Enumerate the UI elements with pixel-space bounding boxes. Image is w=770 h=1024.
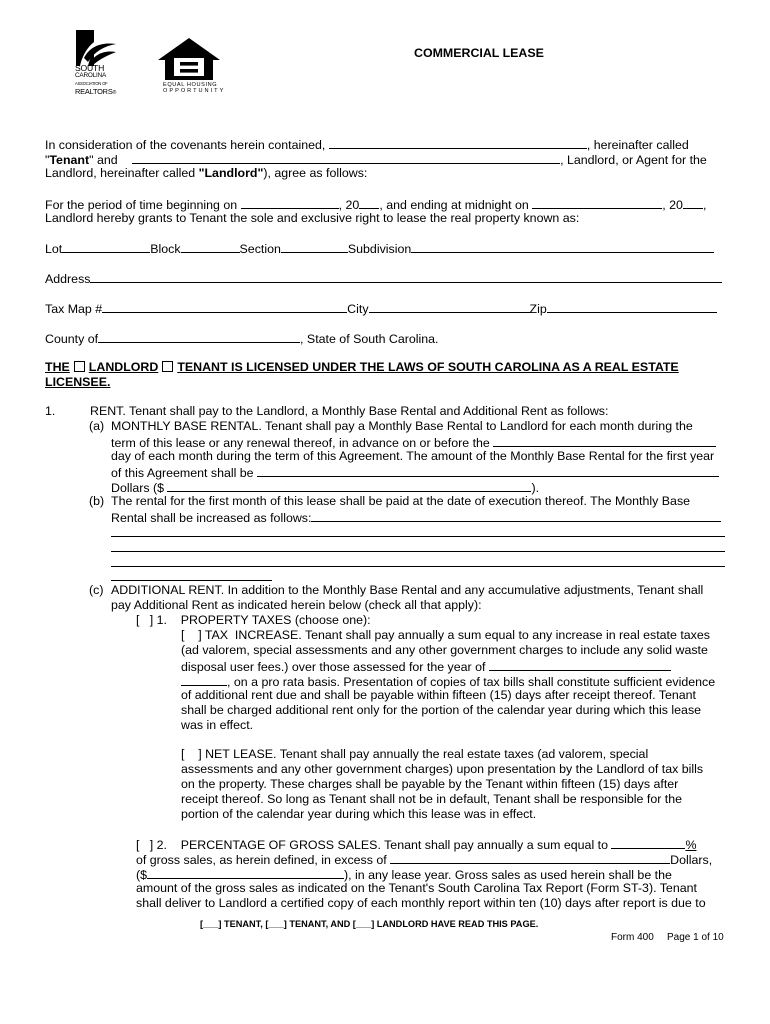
lot-label: Lot [45,242,63,256]
rent-number: 1. [45,404,56,418]
intro-text: , hereinafter called [586,138,689,152]
registered-mark: ® [112,90,117,96]
tax-line: shall be charged additional rent only for the portion of the calendar year during which this lease [181,703,702,717]
licensee-line-1 [45,360,679,375]
taxmap-blank[interactable] [102,300,347,313]
rent-b-line: The rental for the first month of this lease shall be paid at the date of execution thereof. The Monthly Base [111,494,691,508]
pct-sales-option[interactable]: [ ] 2. PERCENTAGE OF GROSS SALES. Tenant shall pay annually a sum equal to [136,838,608,852]
equal-housing-logo [157,38,226,98]
rent-a-line: MONTHLY BASE RENTAL. Tenant shall pay a Monthly Base Rental to Landlord for each month during the [111,419,693,433]
lot-line [45,240,714,257]
period-text: , 20 [338,198,360,212]
end-year-blank[interactable] [683,196,703,209]
first-year-amount-blank[interactable] [257,464,719,477]
item-c-mark: (c) [89,583,104,597]
tenant-quote-open: " [45,153,50,167]
net-line: assessments and any other government charges) upon presentation by the Landlord of tax bills [181,762,704,776]
base-year-cont-blank[interactable] [181,673,227,686]
rent-a-text: ). [531,481,540,495]
item-a-mark: (a) [89,419,105,433]
property-taxes-option[interactable]: [ ] 1. PROPERTY TAXES (choose one): [136,613,371,627]
ehoh-line: EQUAL HOUSING [163,82,218,88]
gross-excess-dollars-blank[interactable] [147,866,344,879]
tenant-quote-close: " and [89,153,118,167]
section-blank[interactable] [281,240,348,253]
realtors-logo [70,28,118,98]
increase-blank-line[interactable] [111,536,725,537]
tenant-licensee-checkbox[interactable] [162,361,173,372]
net-line: receipt thereof. So long as Tenant shall not be in default, Tenant shall be responsible for the [181,792,683,806]
gross-excess-blank[interactable] [390,851,670,864]
page-title: COMMERCIAL LEASE [414,46,544,60]
tax-text: disposal user fees.) over those assessed for the year of [181,660,486,674]
realtors-line: CAROLINA [75,72,107,79]
rent-a-text: of this Agreement shall be [111,466,254,480]
pct-text: Dollars, [670,853,713,867]
tax-text: , on a pro rata basis. Presentation of copies of tax bills shall constitute sufficient evidence [227,675,716,689]
first-year-dollars-blank[interactable] [167,479,531,492]
form-number: Form 400 [611,932,654,943]
county-label: County of [45,332,99,346]
realtors-line: SOUTH [75,63,105,73]
lot-blank[interactable] [62,240,150,253]
equal-housing-icon [157,38,221,82]
tax-line: of additional rent due and shall be payable within fifteen (15) days after receipt thereof. Tenant [181,688,697,702]
end-date-blank[interactable] [532,196,662,209]
landlord-name-blank[interactable] [132,151,560,164]
licensee-line-2: LICENSEE. [45,375,111,389]
period-text: , 20 [662,198,683,212]
rent-a-text: term of this lease or any renewal thereof, in advance on or before the [111,436,490,450]
address-line [45,270,722,287]
pct-text: % [685,838,697,852]
landlord-word: "Landlord" [198,166,264,180]
pct-text: of gross sales, as herein defined, in excess of [136,853,387,867]
city-blank[interactable] [369,300,530,313]
net-line: on the property. These charges shall be payable by the Tenant within fifteen (15) days after [181,777,679,791]
rent-a-line: day of each month during the term of this Agreement. The amount of the Monthly Base Rental for the first year [111,449,715,463]
pct-line: shall deliver to Landlord a certified copy of each monthly report within ten (10) days after report is due to [136,896,706,910]
page-number: Page 1 of 10 [667,932,724,943]
realtors-line: ASSOCIATION OF [75,81,108,86]
zip-blank[interactable] [547,300,717,313]
rent-c-line: pay Additional Rent as indicated herein below (check all that apply): [111,598,482,612]
percent-blank[interactable] [611,836,685,849]
tax-line: was in effect. [181,718,254,732]
period-line-2: Landlord hereby grants to Tenant the sole and exclusive right to lease the real property known as: [45,211,580,225]
begin-year-blank[interactable] [359,196,379,209]
realtors-word: REALTORS [75,87,113,96]
realtors-line [75,88,116,97]
pct-text: ), in any lease year. Gross sales as used herein shall be the [344,868,672,882]
pct-line: amount of the gross sales as indicated on the Tenant's South Carolina Tax Report (Form ST-3). Tenant [136,881,697,895]
begin-date-blank[interactable] [241,196,339,209]
rent-c-line: ADDITIONAL RENT. In addition to the Monthly Base Rental and any accumulative adjustments, Tenant shall [111,583,704,597]
rent-heading: RENT. Tenant shall pay to the Landlord, a Monthly Base Rental and Additional Rent as follows: [90,404,609,418]
rent-b-line [111,509,721,526]
intro-line-3 [45,166,367,181]
period-text: , [702,198,707,212]
intro-text: , Landlord, or Agent for the [560,153,707,167]
address-blank[interactable] [90,270,722,283]
ehoh-line: OPPORTUNITY [163,88,226,94]
due-day-blank[interactable] [493,434,716,447]
licensee-text: THE [45,360,70,374]
increase-blank-line[interactable] [111,580,272,581]
increase-blank-line[interactable] [111,566,725,567]
rent-a-text: Dollars ($ [111,481,165,495]
tax-increase-option[interactable]: [ ] TAX INCREASE. Tenant shall pay annually a sum equal to any increase in real estate taxes [181,628,710,642]
tax-line: (ad valorem, special assessments and any other government charges to include any solid waste [181,643,708,657]
subdivision-label: Subdivision [347,242,412,256]
block-blank[interactable] [181,240,240,253]
subdivision-blank[interactable] [411,240,714,253]
initials-line[interactable]: [___] TENANT, [___] TENANT, AND [___] LANDLORD HAVE READ THIS PAGE. [200,919,539,929]
intro-text: Landlord, hereinafter called [45,166,199,180]
net-line: portion of the calendar year during which this lease was in effect. [181,807,537,821]
intro-text: ), agree as follows: [263,166,368,180]
county-line [45,330,439,347]
tenant-name-blank[interactable] [329,136,587,149]
intro-text: In consideration of the covenants herein contained, [45,138,326,152]
tenant-word: Tenant [49,153,90,167]
zip-label: Zip [529,302,547,316]
landlord-licensee-checkbox[interactable] [74,361,85,372]
address-label: Address [45,272,91,286]
net-lease-option[interactable]: [ ] NET LEASE. Tenant shall pay annually the real estate taxes (ad valorem, special [181,747,649,761]
taxmap-line [45,300,717,317]
period-text: , and ending at midnight on [379,198,529,212]
item-b-mark: (b) [89,494,105,508]
base-year-blank[interactable] [489,658,671,671]
pct-text: ($ [136,868,148,882]
licensee-text: LANDLORD [88,360,159,374]
county-blank[interactable] [98,330,300,343]
period-text: For the period of time beginning on [45,198,238,212]
state-text: , State of South Carolina. [300,332,439,346]
block-label: Block [150,242,181,256]
licensee-text: TENANT IS LICENSED UNDER THE LAWS OF SOUTH CAROLINA AS A REAL ESTATE [177,360,679,374]
section-label: Section [239,242,281,256]
taxmap-label: Tax Map # [45,302,103,316]
increase-blank-line[interactable] [111,551,725,552]
rent-b-text: Rental shall be increased as follows: [111,511,312,525]
city-label: City [347,302,369,316]
increase-blank[interactable] [311,509,721,522]
